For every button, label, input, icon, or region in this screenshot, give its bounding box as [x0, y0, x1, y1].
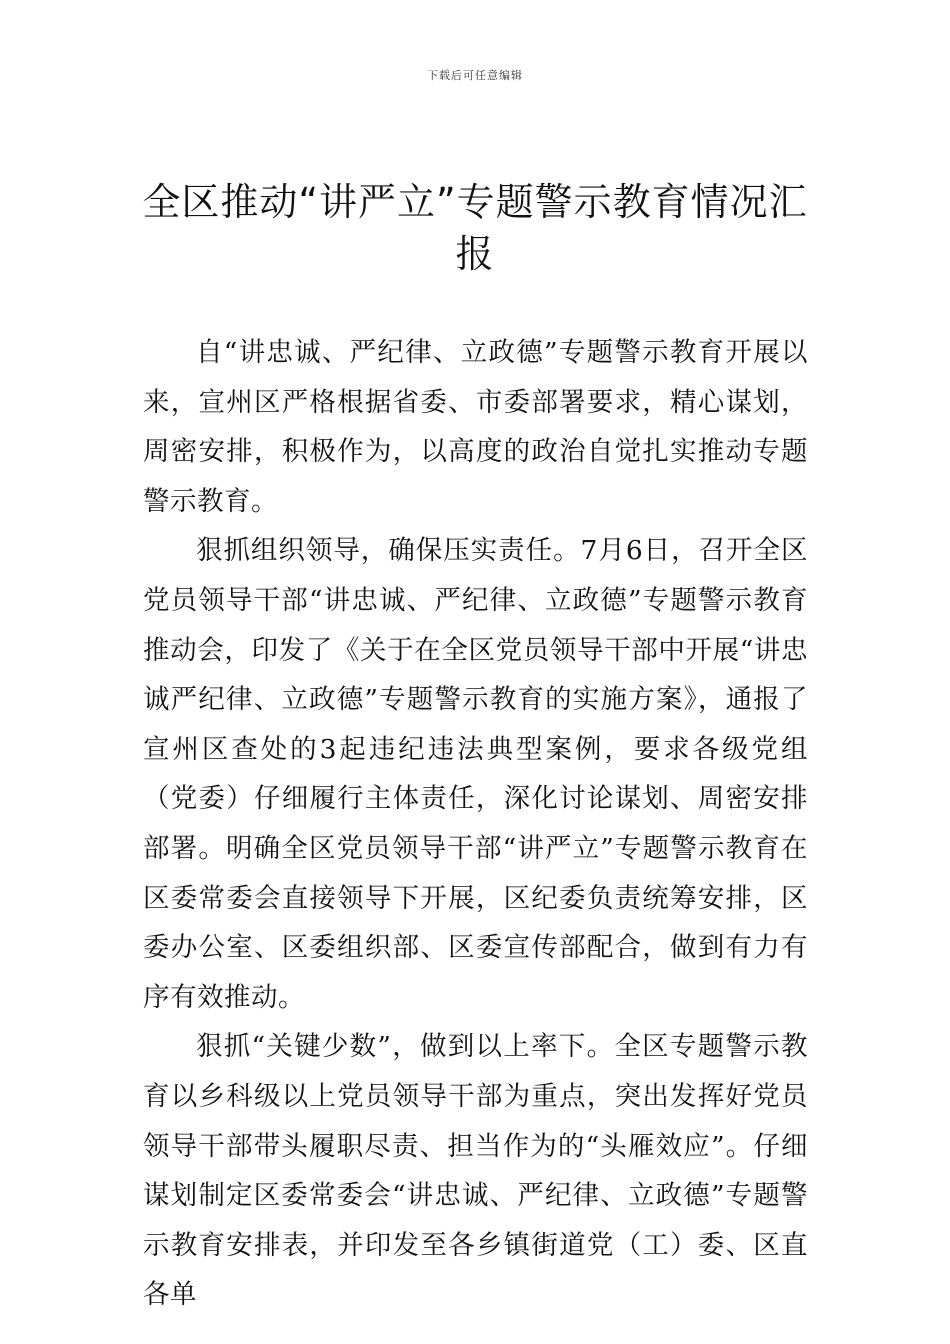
paragraph-organization: 狠抓组织领导，确保压实责任。7月6日，召开全区党员领导干部“讲忠诚、严纪律、立政德”专题警示教育推动会，印发了《关于在全区党员领导干部中开展“讲忠诚严纪律、立政德”专题警示教育的实施方案》，通报了宣州区查处的3起违纪违法典型案例，要求各级党组（党委）仔细履行主体责任，深化讨论谋划、周密安排部署。明确全区党员领导干部“讲严立”专题警示教育在区委常委会直接领导下开展，区纪委负责统筹安排，区委办公室、区委组织部、区委宣传部配合，做到有力有序有效推动。 — [143, 535, 808, 1013]
paragraph-intro: 自“讲忠诚、严纪律、立政德”专题警示教育开展以来，宣州区严格根据省委、市委部署要求，精心谋划，周密安排，积极作为，以高度的政治自觉扎实推动专题警示教育。 — [143, 337, 808, 517]
paragraph-key-minority: 狠抓“关键少数”，做到以上率下。全区专题警示教育以乡科级以上党员领导干部为重点，突出发挥好党员领导干部带头履职尽责、担当作为的“头雁效应”。仔细谋划制定区委常委会“讲忠诚、严纪律、立政德”专题警示教育安排表，并印发至各乡镇街道党（工）委、区直各单 — [143, 1031, 808, 1311]
header-note: 下载后可任意编辑 — [427, 69, 523, 82]
document-title: 全区推动“讲严立”专题警示教育情况汇报 — [142, 180, 808, 276]
document-body — [143, 328, 808, 1320]
